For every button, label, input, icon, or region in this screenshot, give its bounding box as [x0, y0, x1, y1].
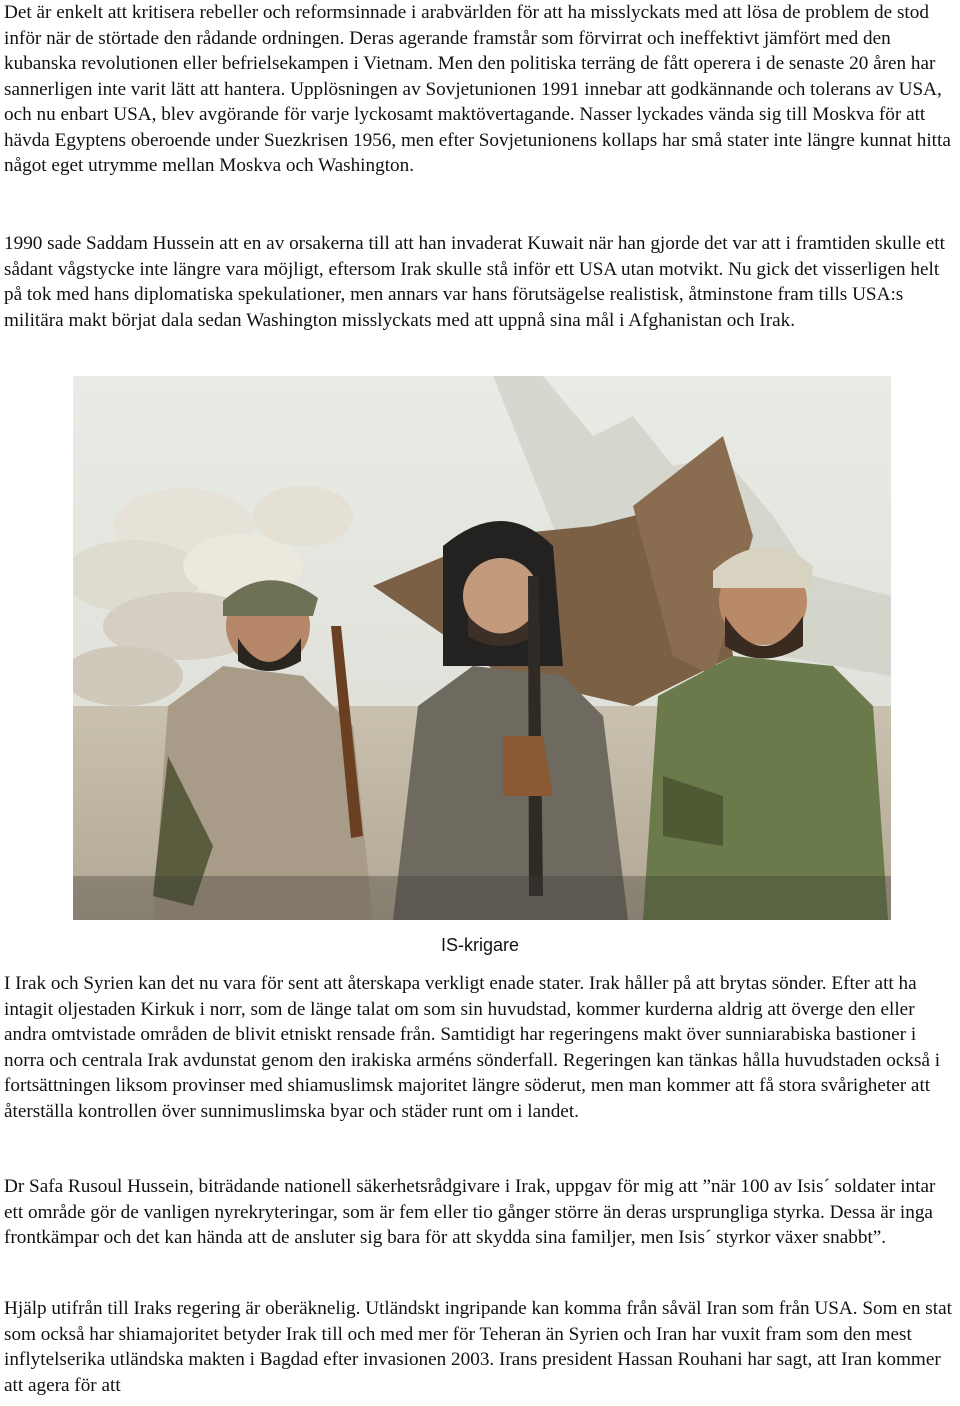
figure-caption: IS-krigare: [440, 935, 520, 955]
fighters-photo: [73, 376, 891, 920]
paragraph-4: Dr Safa Rusoul Hussein, biträdande nationell säkerhetsrådgivare i Irak, uppgav för mig att ”när 100 av Isis´ soldater intar ett område gör de vanligen nyrekryteringar, som är fem eller tio gånger större än deras ursprungliga styrka. Dessa är inga frontkämpar och det kan hända att de ansluter sig bara för att skydda sina familjer, men Isis´ styrkor växer snabbt”.: [4, 1176, 936, 1248]
paragraph-2: 1990 sade Saddam Hussein att en av orsakerna till att han invaderat Kuwait när han gjorde det var att i framtiden skulle ett sådant vågstycke inte längre vara möjligt, eftersom Irak skulle stå inför ett USA utan motvikt. Nu gick det visserligen helt på tok med hans diplomatiska spekulationer, men annars var hans förutsägelse realistisk, åtminstone fram tills USA:s militära makt börjat dala sedan Washington misslyckats med att uppnå sina mål i Afghanistan och Irak.: [4, 233, 945, 331]
photo-figure: [73, 376, 891, 920]
paragraph-3: I Irak och Syrien kan det nu vara för sent att återskapa verkligt enade stater. Irak håller på att brytas sönder. Efter att ha intagit oljestaden Kirkuk i norr, som de länge talat om som sin huvudstad, kommer kurderna aldrig att överge den eller andra omtvistade områden de blivit etniskt rensade från. Samtidigt har regeringens makt över sunniarabiska bastioner i norra och centrala Irak avdunstat genom den irakiska arméns sönderfall. Regeringen kan tänkas hålla huvudstaden också i fortsättningen liksom provinser med shiamuslimsk majoritet längre söderut, men man kommer att få stora svårigheter att återställa kontrollen över sunnimuslimska byar och städer runt om i landet.: [4, 973, 941, 1122]
paragraph-1: Det är enkelt att kritisera rebeller och reformsinnade i arabvärlden för att ha misslyckats med att lösa de problem de stod inför när de störtade den rådande ordningen. Deras agerande framstår som förvirrat och ineffektivt jämfört med den kubanska revolutionen eller befrielsekampen i Vietnam. Men den politiska terräng de fått operera i de senaste 20 åren har sannerligen inte varit lätt att hantera. Upplösningen av Sovjetunionen 1991 innebar att godkännande och tolerans av USA, och nu enbart USA, blev avgörande för varje lyckosamt maktövertagande. Nasser lyckades vända sig till Moskva för att hävda Egyptens oberoende under Suezkrisen 1956, men efter Sovjetunionens kollaps har små stater inte längre kunnat hitta något eget utrymme mellan Moskva och Washington.: [4, 2, 951, 176]
paragraph-5: Hjälp utifrån till Iraks regering är oberäknelig. Utländskt ingripande kan komma från såväl Iran som från USA. Som en stat som också har shiamajoritet betyder Irak till och med mer för Teheran än Syrien och Iran har vuxit fram som den mest inflytelserika utländska makten i Bagdad efter invasionen 2003. Irans president Hassan Rouhani har sagt, att Iran kommer att agera för att: [4, 1298, 952, 1396]
